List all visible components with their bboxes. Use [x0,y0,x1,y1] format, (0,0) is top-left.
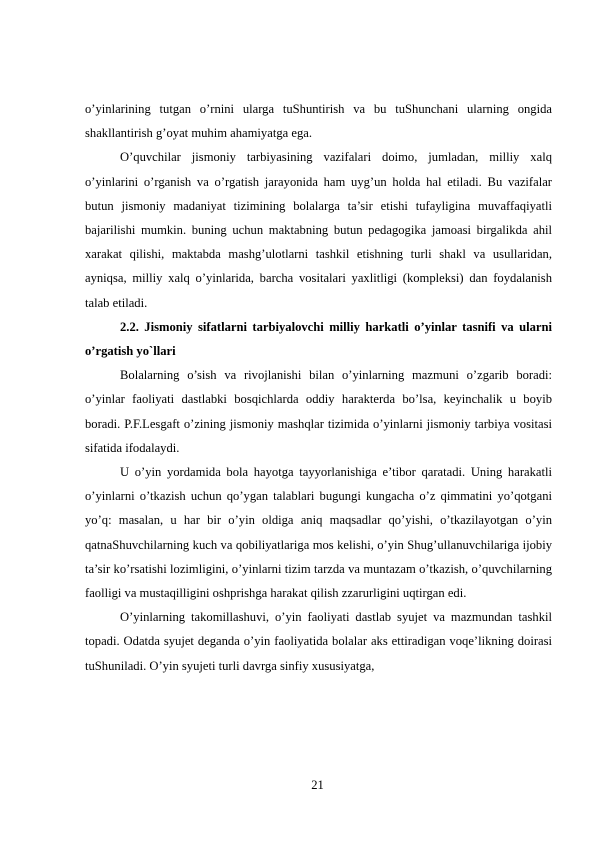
paragraph-continuation: o’yinlarining tutgan o’rnini ularga tuShuntirish va bu tuShunchani ularning ongida shakllantirish g’oyat muhim ahamiyatga ega. [85,102,552,141]
paragraph-preparation: U o’yin yordamida bola hayotga tayyorlanishiga e’tibor qaratadi. Uning harakatli o’yinlarni o’tkazish uchun qo’ygan talablari bugungi kungacha o’z qimmatini yo’qotgani yo’q: masalan, u har bir o’yin oldiga aniq maqsadlar qo’yishi, o’tkazilayotgan o’yin qatnaShuvchilarning kuch va qobiliyatlariga mos kelishi, o’yin Shug’ullanuvchilariga ijobiy ta’sir ko’rsatishi lozimligini, o’yinlarni tizim tarzda va muntazam o’tkazish, o’quvchilarning faolligi va mustaqilligini oshprishga harakat qilish zzarurligini uqtirgan edi. [85,465,552,601]
paragraph-tasks: O’quvchilar jismoniy tarbiyasining vazifalari doimo, jumladan, milliy xalq o’yinlarini o’rganish va o’rgatish jarayonida ham uyg’un holda hal etiladi. Bu vazifalar butun jismoniy madaniyat tizimining bolalarga ta’sir etishi tufayligina muvaffaqiyatli bajarilishi mumkin. buning uchun maktabning butun pedagogika jamoasi birgalikda ahil xarakat qilishi, maktabda mashg’ulotlarni tashkil etishning turli shakl va usullaridan, ayniqsa, milliy xalq o’yinlarida, barcha vositalari yaxlitligi (kompleksi) dan foydalanish talab etiladi. [85,150,552,310]
paragraph-improvement: O’yinlarning takomillashuvi, o’yin faoliyati dastlab syujet va mazmundan tashkil topadi. Odatda syujet deganda o’yin faoliyatida bolalar aks ettiradigan voqe’likning doirasi tuShuniladi. O’yin syujeti turli davrga sinfiy xususiyatga, [85,610,552,673]
section-heading: 2.2. Jismoniy sifatlarni tarbiyalovchi milliy harkatli o’yinlar tasnifi va ularni o’rgatish yo`llari [85,319,552,359]
body-text [85,97,552,678]
page-number: 21 [311,778,324,792]
paragraph-development: Bolalarning o’sish va rivojlanishi bilan o’yinlarning mazmuni o’zgarib boradi: o’yinlar faoliyati dastlabki bosqichlarda oddiy harakterda bo’lsa, keyinchalik u boyib boradi. P.F.Lesgaft o’zining jismoniy mashqlar tizimida o’yinlarni jismoniy tarbiya vositasi sifatida ifodalaydi. [85,368,552,455]
